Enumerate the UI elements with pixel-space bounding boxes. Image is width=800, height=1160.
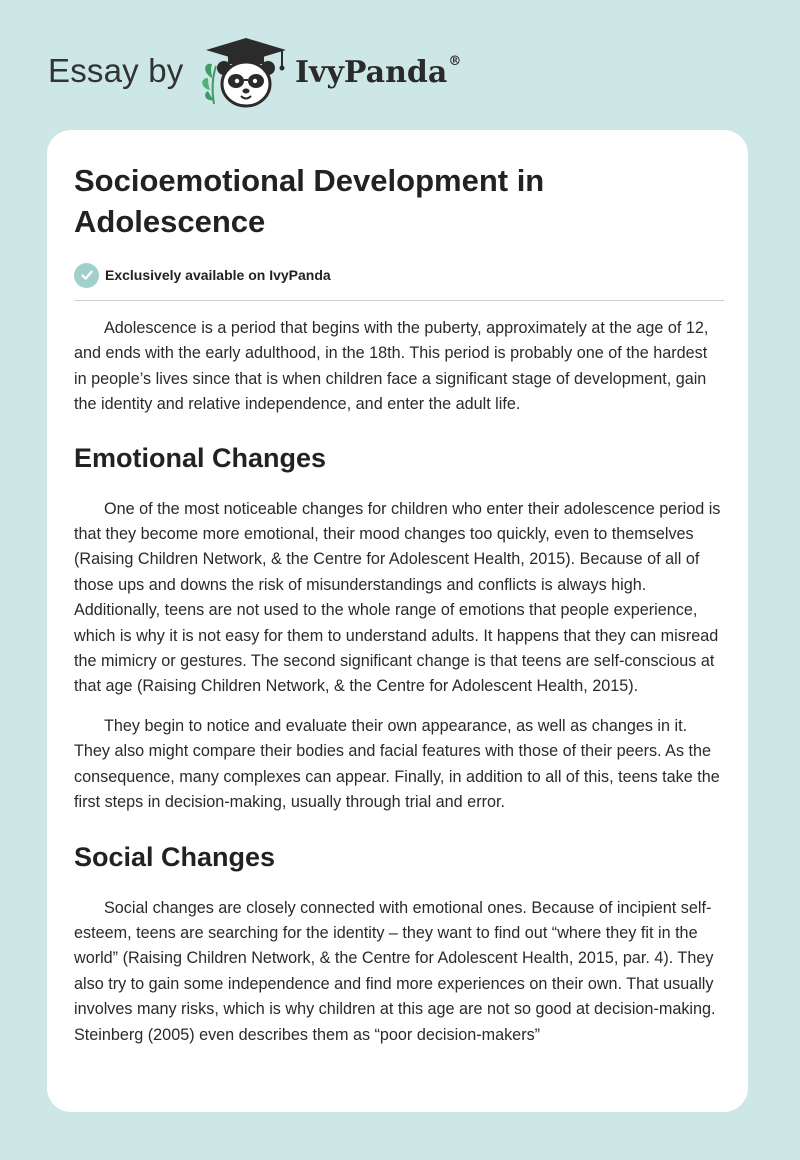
divider xyxy=(74,300,724,301)
brand-name[interactable] xyxy=(295,55,461,90)
exclusive-badge xyxy=(74,262,724,288)
check-icon xyxy=(74,263,99,288)
page-title: Socioemotional Development in Adolescence xyxy=(74,163,545,239)
paragraph: Social changes are closely connected with emotional ones. Because of incipient self-esteem, teens are searching for the identity – they want to find out “where they fit in the world” (Raising Children Network, & the Centre for Adolescent Health, 2015, par. 4). They also try to gain some independence and find more experiences on their own. That usually involves many risks, which is why children at this age are not so good at decision-making. Steinberg (2005) even describes them as “poor decision-makers” xyxy=(74,898,716,1044)
panda-graduate-icon xyxy=(198,34,290,110)
paragraph: One of the most noticeable changes for children who enter their adolescence period is that they become more emotional, their mood changes too quickly, even to themselves (Raising Children Network, & the Centre for Adolescent Health, 2015). Because of all of those ups and downs the risk of misunderstandings and conflicts is always high. Additionally, teens are not used to the whole range of emotions that people experience, which is why it is not easy for them to understand adults. It happens that they can misread the mimicry or gestures. The second significant change is that teens are self-conscious at that age (Raising Children Network, & the Centre for Adolescent Health, 2015). xyxy=(74,499,721,696)
section-heading-emotional-changes: Emotional Changes xyxy=(74,442,327,473)
intro-paragraph: Adolescence is a period that begins with the puberty, approximately at the age of 12, and ends with the early adulthood, in the 18th. This period is probably one of the hardest in people’s lives since that is when children face a significant stage of development, gain the identity and relative independence, and enter the adult life. xyxy=(74,319,709,414)
section-heading-social-changes: Social Changes xyxy=(74,841,276,872)
brand-name-text: IvyPanda xyxy=(295,55,448,90)
registered-mark: ® xyxy=(448,54,462,69)
essay-by-label: Essay by xyxy=(48,52,184,89)
site-header xyxy=(0,0,800,130)
essay-content xyxy=(74,160,724,1048)
paragraph: They begin to notice and evaluate their own appearance, as well as changes in it. They also might compare their bodies and facial features with those of their peers. As the consequence, many complexes can appear. Finally, in addition to all of this, teens take the first steps in decision-making, usually through trial and error. xyxy=(74,716,720,812)
essay-card xyxy=(47,130,748,1112)
exclusive-label: Exclusively available on IvyPanda xyxy=(105,267,331,283)
